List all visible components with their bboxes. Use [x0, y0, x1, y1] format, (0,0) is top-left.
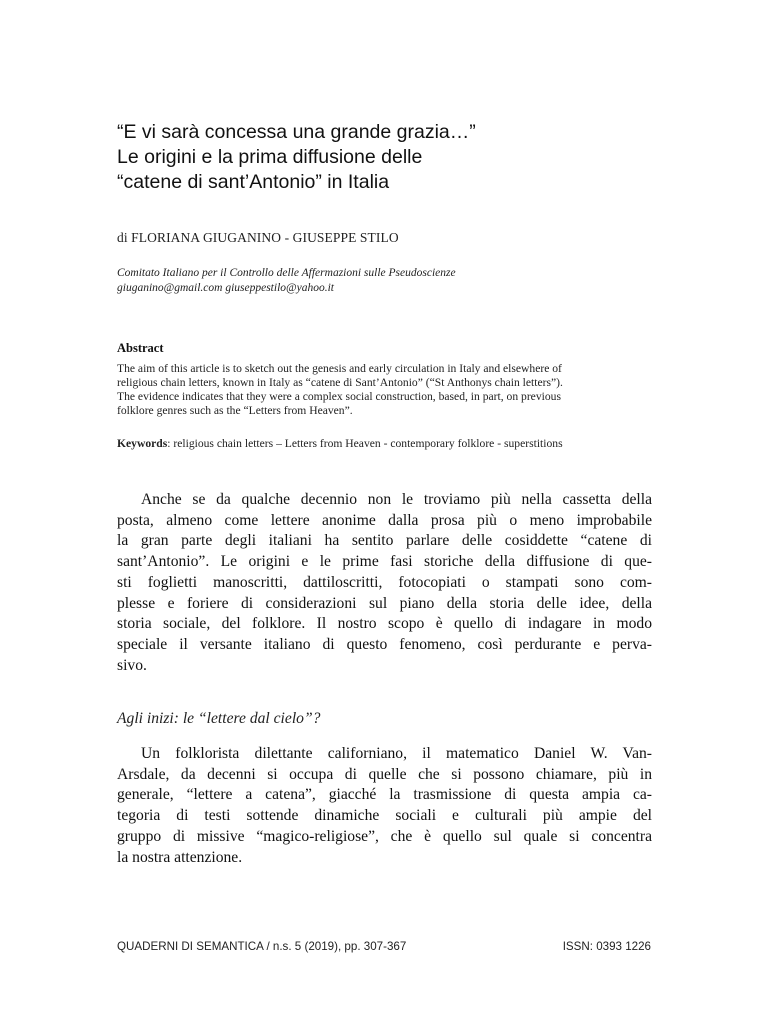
title-line: “E vi sarà concessa una grande grazia…” — [117, 121, 476, 143]
paragraph-line: Anche se da qualche decennio non le troviamo più nella cassetta della — [141, 491, 652, 508]
title-line: Le origini e la prima diffusione delle — [117, 146, 423, 168]
paragraph-line: posta, almeno come lettere anonime dalla prosa più o meno improbabile — [117, 511, 652, 529]
paragraph-line: sivo. — [117, 656, 147, 674]
paragraph-line: tegoria di testi sottende dinamiche sociali e culturali più ampie del — [117, 807, 652, 825]
author-emails: giuganino@gmail.com giuseppestilo@yahoo.it — [117, 282, 334, 294]
body-paragraph-2 — [117, 744, 652, 868]
paragraph-line: Arsdale, da decenni si occupa di quelle che si possono chiamare, più in — [117, 765, 652, 783]
abstract-line: The aim of this article is to sketch out the genesis and early circulation in Italy and elsewhere of — [117, 362, 562, 375]
paragraph-line: la nostra attenzione. — [117, 848, 243, 866]
body-paragraph-1 — [117, 490, 652, 676]
abstract-heading: Abstract — [117, 341, 164, 355]
keywords-label: Keywords — [117, 437, 168, 450]
article-title — [117, 120, 677, 195]
author-line: di FLORIANA GIUGANINO - GIUSEPPE STILO — [117, 230, 399, 245]
paragraph-line: generale, “lettere a catena”, giacché la trasmissione di questa ampia ca- — [117, 786, 652, 804]
abstract-text — [117, 362, 652, 418]
section-heading: Agli inizi: le “lettere dal cielo”? — [117, 710, 321, 727]
footer-journal: QUADERNI DI SEMANTICA / n.s. 5 (2019), pp. 307-367 — [117, 940, 407, 953]
affiliation — [117, 266, 677, 296]
institution: Comitato Italiano per il Controllo delle Affermazioni sulle Pseudoscienze — [117, 267, 456, 279]
paragraph-line: Un folklorista dilettante californiano, il matematico Daniel W. Van- — [141, 745, 652, 762]
footer-issn: ISSN: 0393 1226 — [562, 940, 651, 953]
paragraph-line: storia sociale, del folklore. Il nostro scopo è quello di indagare in modo — [117, 615, 652, 633]
paragraph-line: speciale il versante italiano di questo fenomeno, così perdurante e perva- — [117, 635, 652, 653]
paragraph-line: sti foglietti manoscritti, dattiloscritti, fotocopiati o stampati sono com- — [117, 573, 652, 591]
keywords — [117, 437, 677, 450]
keywords-text: : religious chain letters – Letters from Heaven - contemporary folklore - superstitions — [167, 437, 563, 450]
paragraph-line: gruppo di missive “magico-religiose”, che è quello sul quale si concentra — [117, 827, 652, 845]
abstract-line: folklore genres such as the “Letters from Heaven”. — [117, 404, 353, 417]
abstract-line: religious chain letters, known in Italy as “catene di Sant’Antonio” (“St Anthonys chain letters”). — [117, 376, 563, 389]
paragraph-line: plesse e foriere di considerazioni sul piano della storia delle idee, della — [117, 594, 652, 612]
title-line: “catene di sant’Antonio” in Italia — [117, 171, 390, 193]
abstract-line: The evidence indicates that they were a complex social construction, based, in part, on previous — [117, 390, 561, 403]
paragraph-line: sant’Antonio”. Le origini e le prime fasi storiche della diffusione di que- — [117, 553, 652, 571]
paragraph-line: la gran parte degli italiani ha sentito parlare delle cosiddette “catene di — [117, 532, 652, 550]
